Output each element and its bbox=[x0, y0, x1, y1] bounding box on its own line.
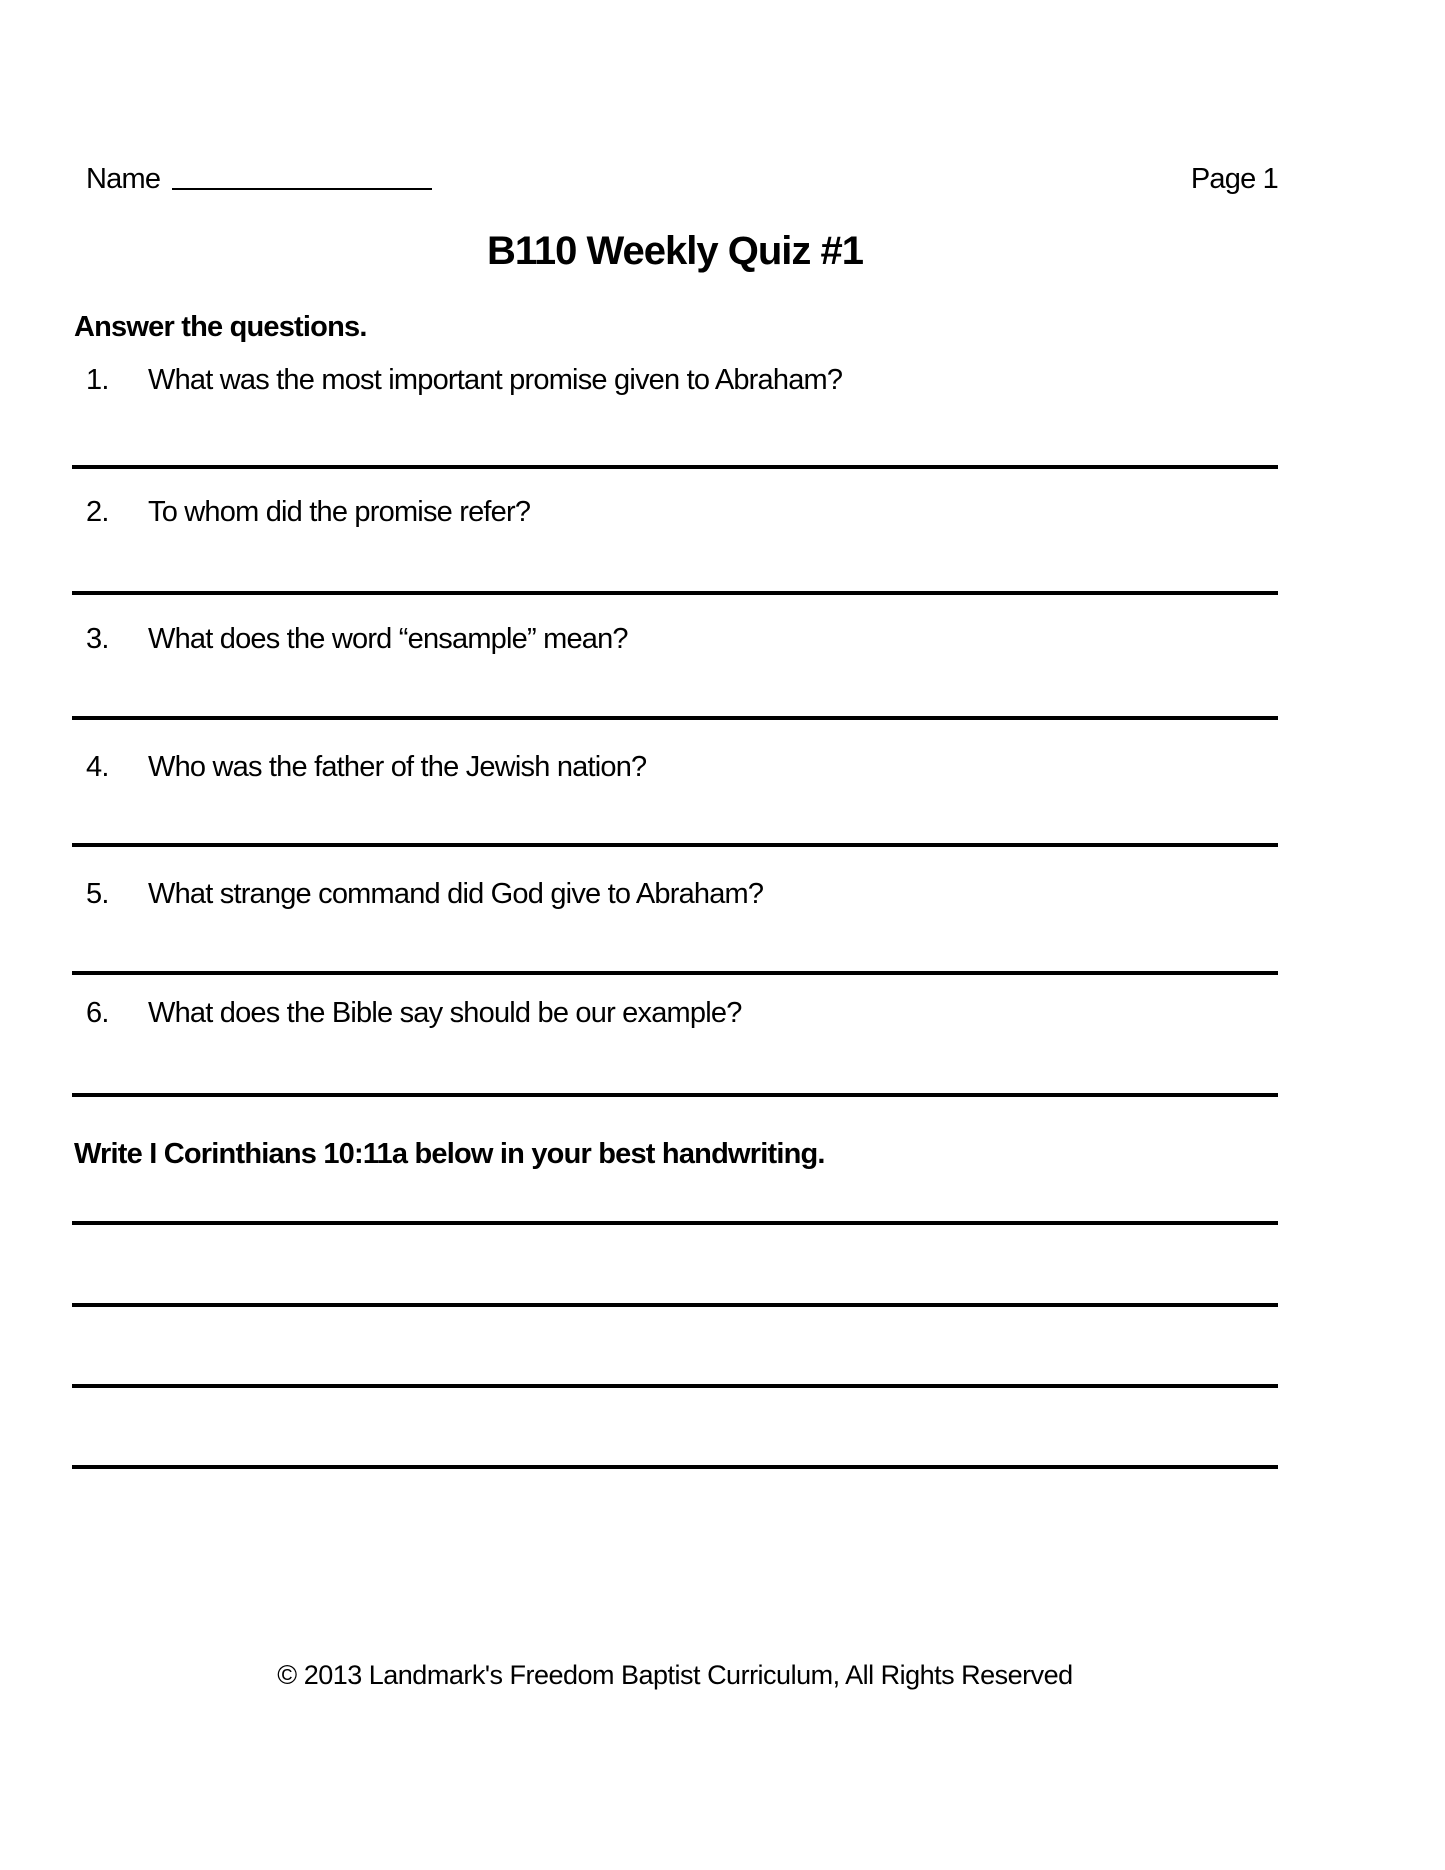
question-number: 1. bbox=[86, 364, 109, 396]
question-text: What does the word “ensample” mean? bbox=[148, 623, 628, 655]
name-label: Name bbox=[86, 163, 161, 195]
question-number: 2. bbox=[86, 496, 109, 528]
answer-line bbox=[72, 1093, 1278, 1097]
answer-line bbox=[72, 843, 1278, 847]
handwriting-line bbox=[72, 1221, 1278, 1225]
answer-line bbox=[72, 465, 1278, 469]
handwriting-line bbox=[72, 1303, 1278, 1307]
question-row bbox=[86, 997, 742, 1030]
question-row bbox=[86, 878, 763, 911]
handwriting-section-heading: Write I Corinthians 10:11a below in your best handwriting. bbox=[74, 1138, 825, 1170]
question-text: To whom did the promise refer? bbox=[148, 496, 531, 528]
question-row bbox=[86, 364, 842, 397]
question-text: Who was the father of the Jewish nation? bbox=[148, 751, 647, 783]
question-text: What strange command did God give to Abraham? bbox=[148, 878, 764, 910]
answer-line bbox=[72, 716, 1278, 720]
question-text: What does the Bible say should be our example? bbox=[148, 997, 742, 1029]
page-title: B110 Weekly Quiz #1 bbox=[486, 229, 864, 273]
question-number: 4. bbox=[86, 751, 109, 783]
answer-line bbox=[72, 971, 1278, 975]
question-row bbox=[86, 623, 628, 656]
answer-line bbox=[72, 591, 1278, 595]
question-row bbox=[86, 496, 530, 529]
copyright-notice: © 2013 Landmark's Freedom Baptist Curriculum, All Rights Reserved bbox=[277, 1660, 1073, 1690]
question-number: 5. bbox=[86, 878, 109, 910]
question-number: 3. bbox=[86, 623, 109, 655]
handwriting-line bbox=[72, 1465, 1278, 1469]
question-number: 6. bbox=[86, 997, 109, 1029]
question-text: What was the most important promise given to Abraham? bbox=[148, 364, 843, 396]
page-number: Page 1 bbox=[1190, 163, 1278, 195]
question-row bbox=[86, 751, 646, 784]
handwriting-line bbox=[72, 1384, 1278, 1388]
answer-section-heading: Answer the questions. bbox=[74, 311, 367, 343]
